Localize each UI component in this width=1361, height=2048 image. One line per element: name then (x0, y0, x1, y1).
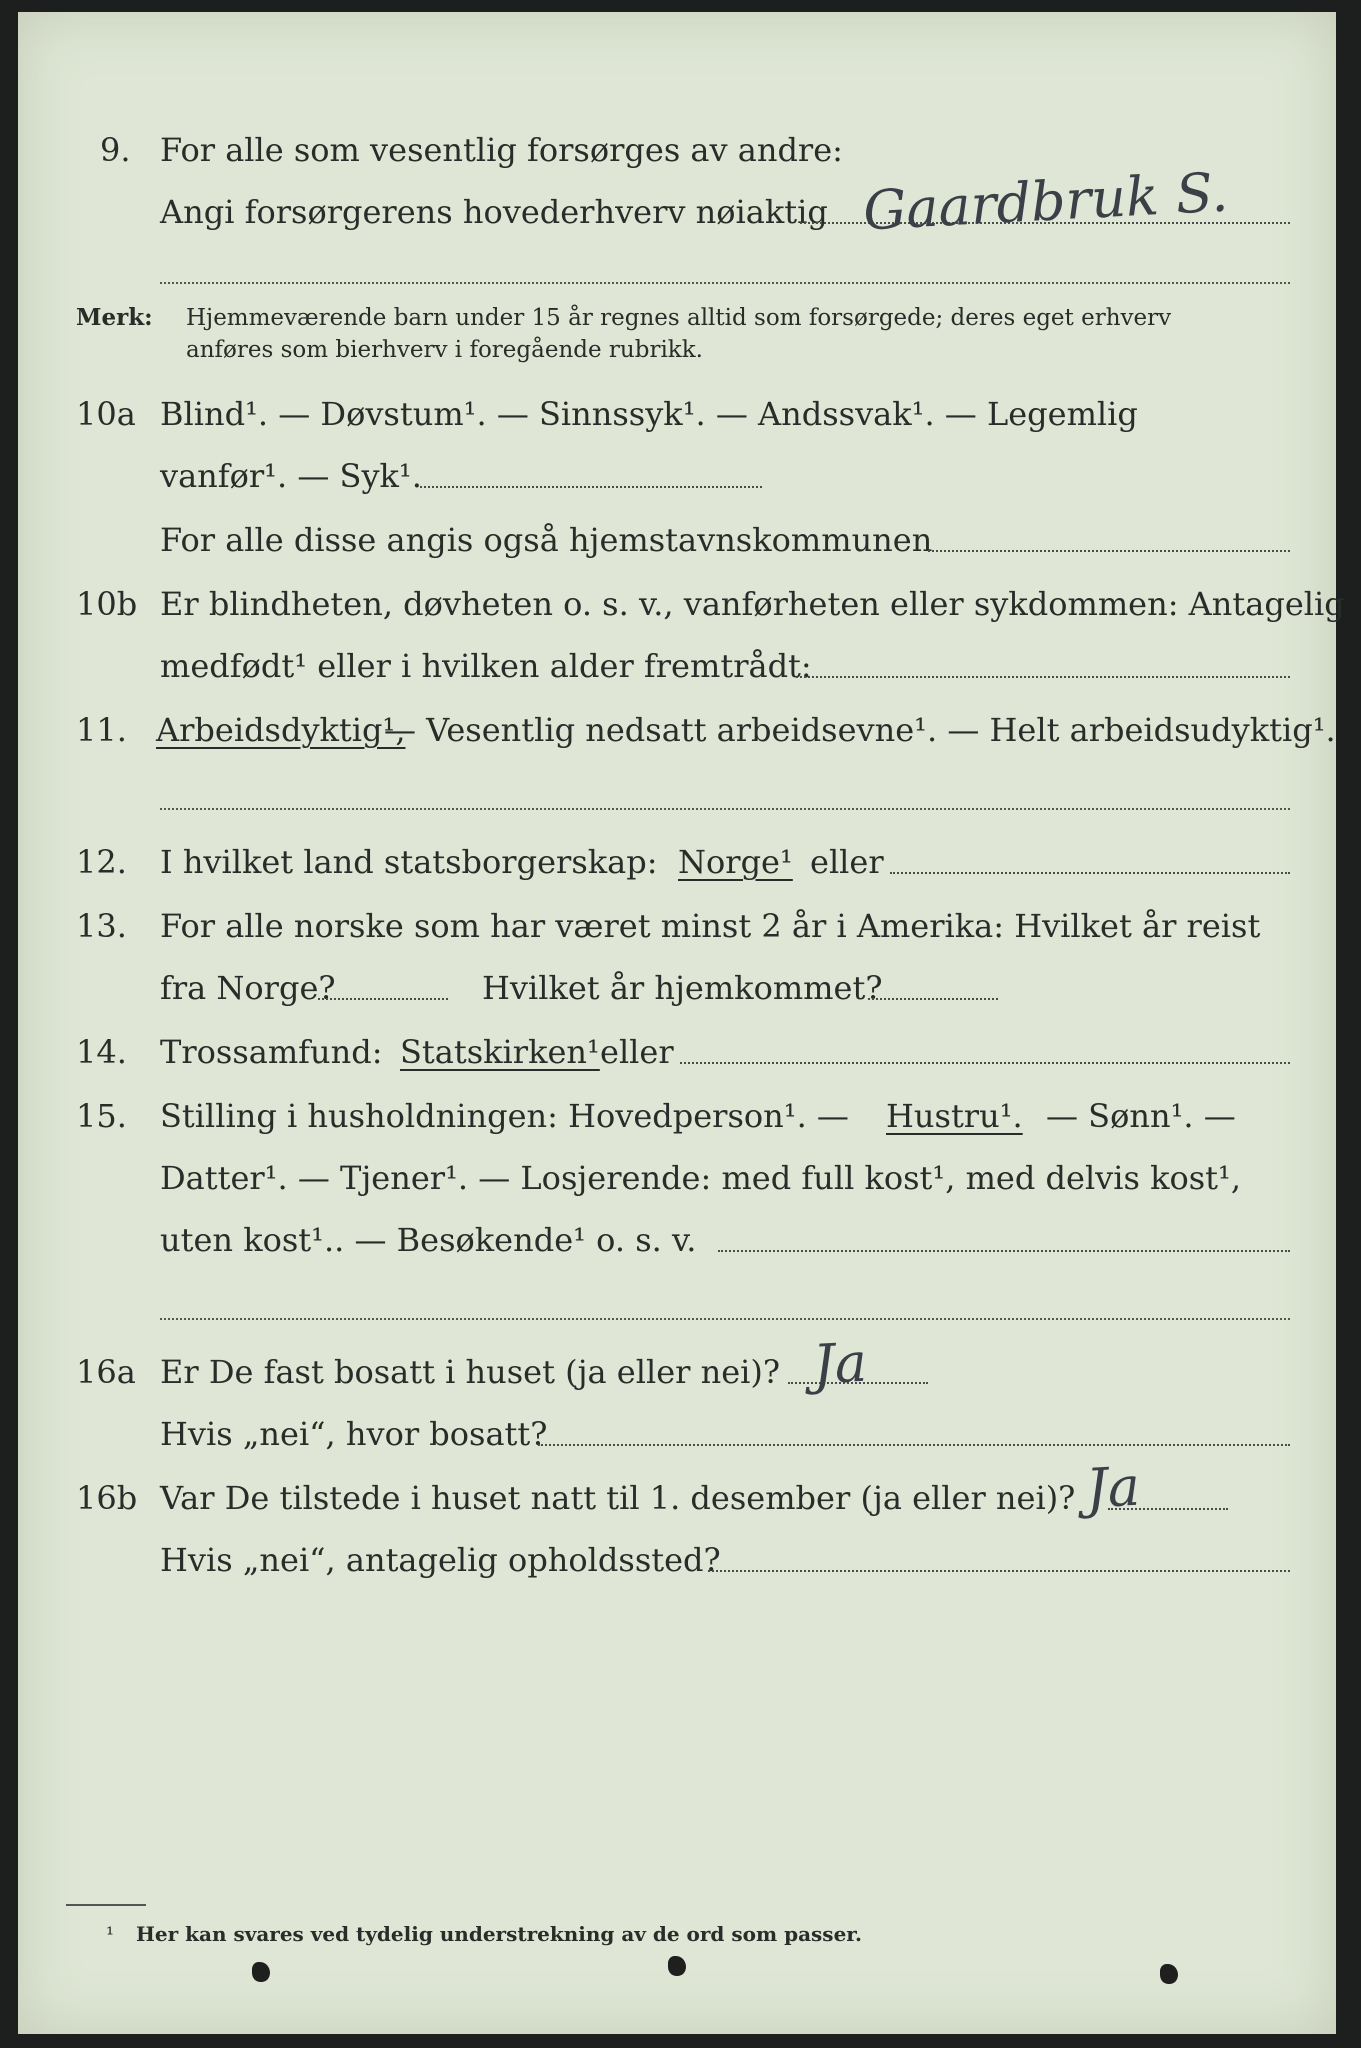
q9-line1: For alle som vesentlig forsørges av andre: (160, 131, 843, 169)
footnote-mark: ¹ (106, 1922, 115, 1946)
q12-selected-option: Norge¹ (678, 843, 793, 881)
q16a-handwritten-answer: Ja (811, 1330, 869, 1397)
footnote-text: Her kan svares ved tydelig understrekning av de ord som passer. (136, 1922, 862, 1946)
punch-mark-right (1160, 1964, 1178, 1984)
merk-line1: Hjemmeværende barn under 15 år regnes alltid som forsørgede; deres eget erhverv (186, 305, 1172, 331)
q13-hjemkommet-line (868, 998, 998, 1000)
q10b-answer-line (796, 676, 1290, 678)
q12-post: eller (810, 843, 884, 881)
punch-mark-center (668, 1956, 686, 1976)
q9-extra-line (160, 282, 1290, 284)
q14-number: 14. (76, 1033, 127, 1071)
merk-line2: anføres som bierhverv i foregående rubrikk. (186, 337, 703, 363)
q15-line1a: Stilling i husholdningen: Hovedperson¹. — (160, 1097, 849, 1135)
census-form-page (18, 12, 1345, 2034)
q13-line1: For alle norske som har været minst 2 år i Amerika: Hvilket år reist (160, 907, 1261, 945)
q12-answer-line (890, 872, 1290, 874)
q11-extra-line (160, 808, 1290, 810)
q11-selected-option: Arbeidsdyktig¹, (156, 711, 406, 749)
merk-label: Merk: (76, 304, 153, 331)
q10a-kommune-line (928, 550, 1290, 552)
q14-pre: Trossamfund: (160, 1033, 383, 1071)
q10a-number: 10a (76, 395, 136, 433)
q16a-number: 16a (76, 1353, 136, 1391)
q15-number: 15. (76, 1097, 127, 1135)
q12-number: 12. (76, 843, 127, 881)
q10a-syk-line (420, 486, 762, 488)
q11-number: 11. (76, 711, 127, 749)
q15-line3: uten kost¹.. — Besøkende¹ o. s. v. (160, 1221, 697, 1259)
q14-selected-option: Statskirken¹ (400, 1033, 600, 1071)
q16a-bosatt-line (538, 1444, 1290, 1446)
q10b-number: 10b (76, 585, 138, 623)
q15-extra-line (160, 1318, 1290, 1320)
punch-mark-left (252, 1962, 270, 1982)
q13-number: 13. (76, 907, 127, 945)
q9-handwritten-answer: Gaardbruk S. (861, 160, 1230, 243)
footnote-rule (66, 1904, 146, 1906)
q12-pre: I hvilket land statsborgerskap: (160, 843, 658, 881)
q10a-line2: vanfør¹. — Syk¹. (160, 457, 422, 495)
q14-post: eller (600, 1033, 674, 1071)
q13-line2b: Hvilket år hjemkommet? (482, 969, 883, 1007)
q10a-line3: For alle disse angis også hjemstavnskommunen (160, 521, 933, 559)
q10a-line1: Blind¹. — Døvstum¹. — Sinnssyk¹. — Andssvak¹. — Legemlig (160, 395, 1138, 433)
q16b-line1: Var De tilstede i huset natt til 1. desember (ja eller nei)? (160, 1479, 1076, 1517)
q13-reist-line (318, 998, 448, 1000)
q10b-line1: Er blindheten, døvheten o. s. v., vanførheten eller sykdommen: Antagelig (160, 585, 1345, 623)
q16b-handwritten-answer: Ja (1084, 1454, 1142, 1521)
q10b-line2: medfødt¹ eller i hvilken alder fremtrådt: (160, 647, 812, 685)
q13-line2a: fra Norge? (160, 969, 336, 1007)
q11-rest: — Vesentlig nedsatt arbeidsevne¹. — Helt arbeidsudyktig¹. (384, 711, 1336, 749)
q16b-opholdssted-line (708, 1570, 1290, 1572)
q9-number: 9. (100, 131, 131, 169)
q16b-line2: Hvis „nei“, antagelig opholdssted? (160, 1541, 721, 1579)
q16b-number: 16b (76, 1479, 138, 1517)
q16a-line1: Er De fast bosatt i huset (ja eller nei)? (160, 1353, 781, 1391)
q15-selected-option: Hustru¹. (886, 1097, 1023, 1135)
q16a-line2: Hvis „nei“, hvor bosatt? (160, 1415, 548, 1453)
q15-answer-line (718, 1250, 1290, 1252)
q15-line2: Datter¹. — Tjener¹. — Losjerende: med full kost¹, med delvis kost¹, (160, 1159, 1242, 1197)
q9-line2: Angi forsørgerens hovederhverv nøiaktig (160, 193, 828, 231)
q14-answer-line (680, 1062, 1290, 1064)
q15-line1b: — Sønn¹. — (1046, 1097, 1236, 1135)
